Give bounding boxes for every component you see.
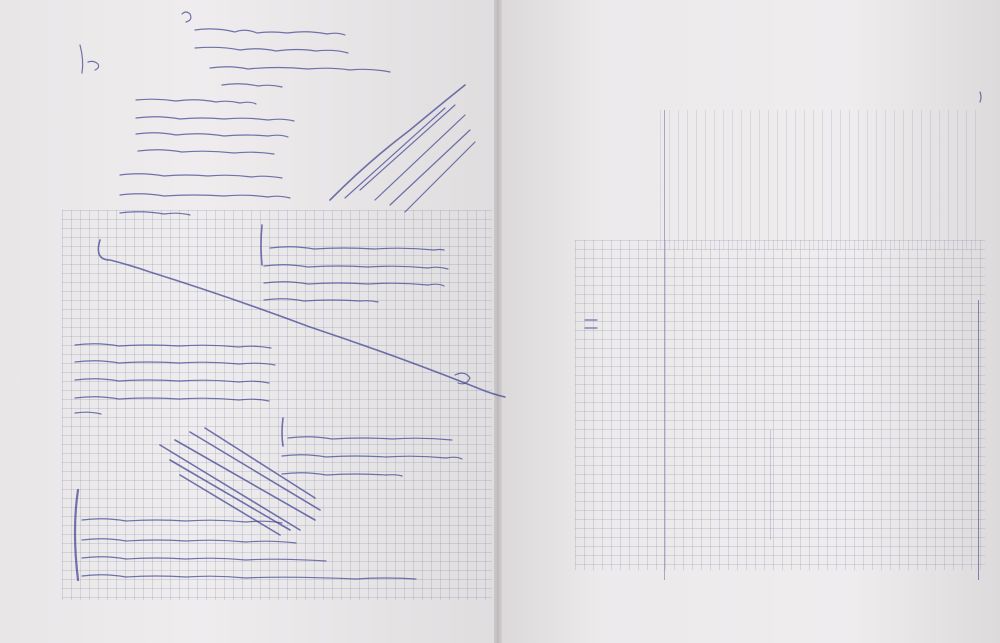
middle-paragraph	[115, 165, 315, 220]
bottom-paragraph	[75, 490, 425, 585]
top-paragraph	[180, 8, 420, 98]
diagonal-strokes	[330, 85, 475, 212]
left-block	[70, 335, 280, 420]
callout-note	[260, 225, 460, 305]
indented-list	[130, 92, 330, 162]
right-block	[280, 415, 470, 480]
